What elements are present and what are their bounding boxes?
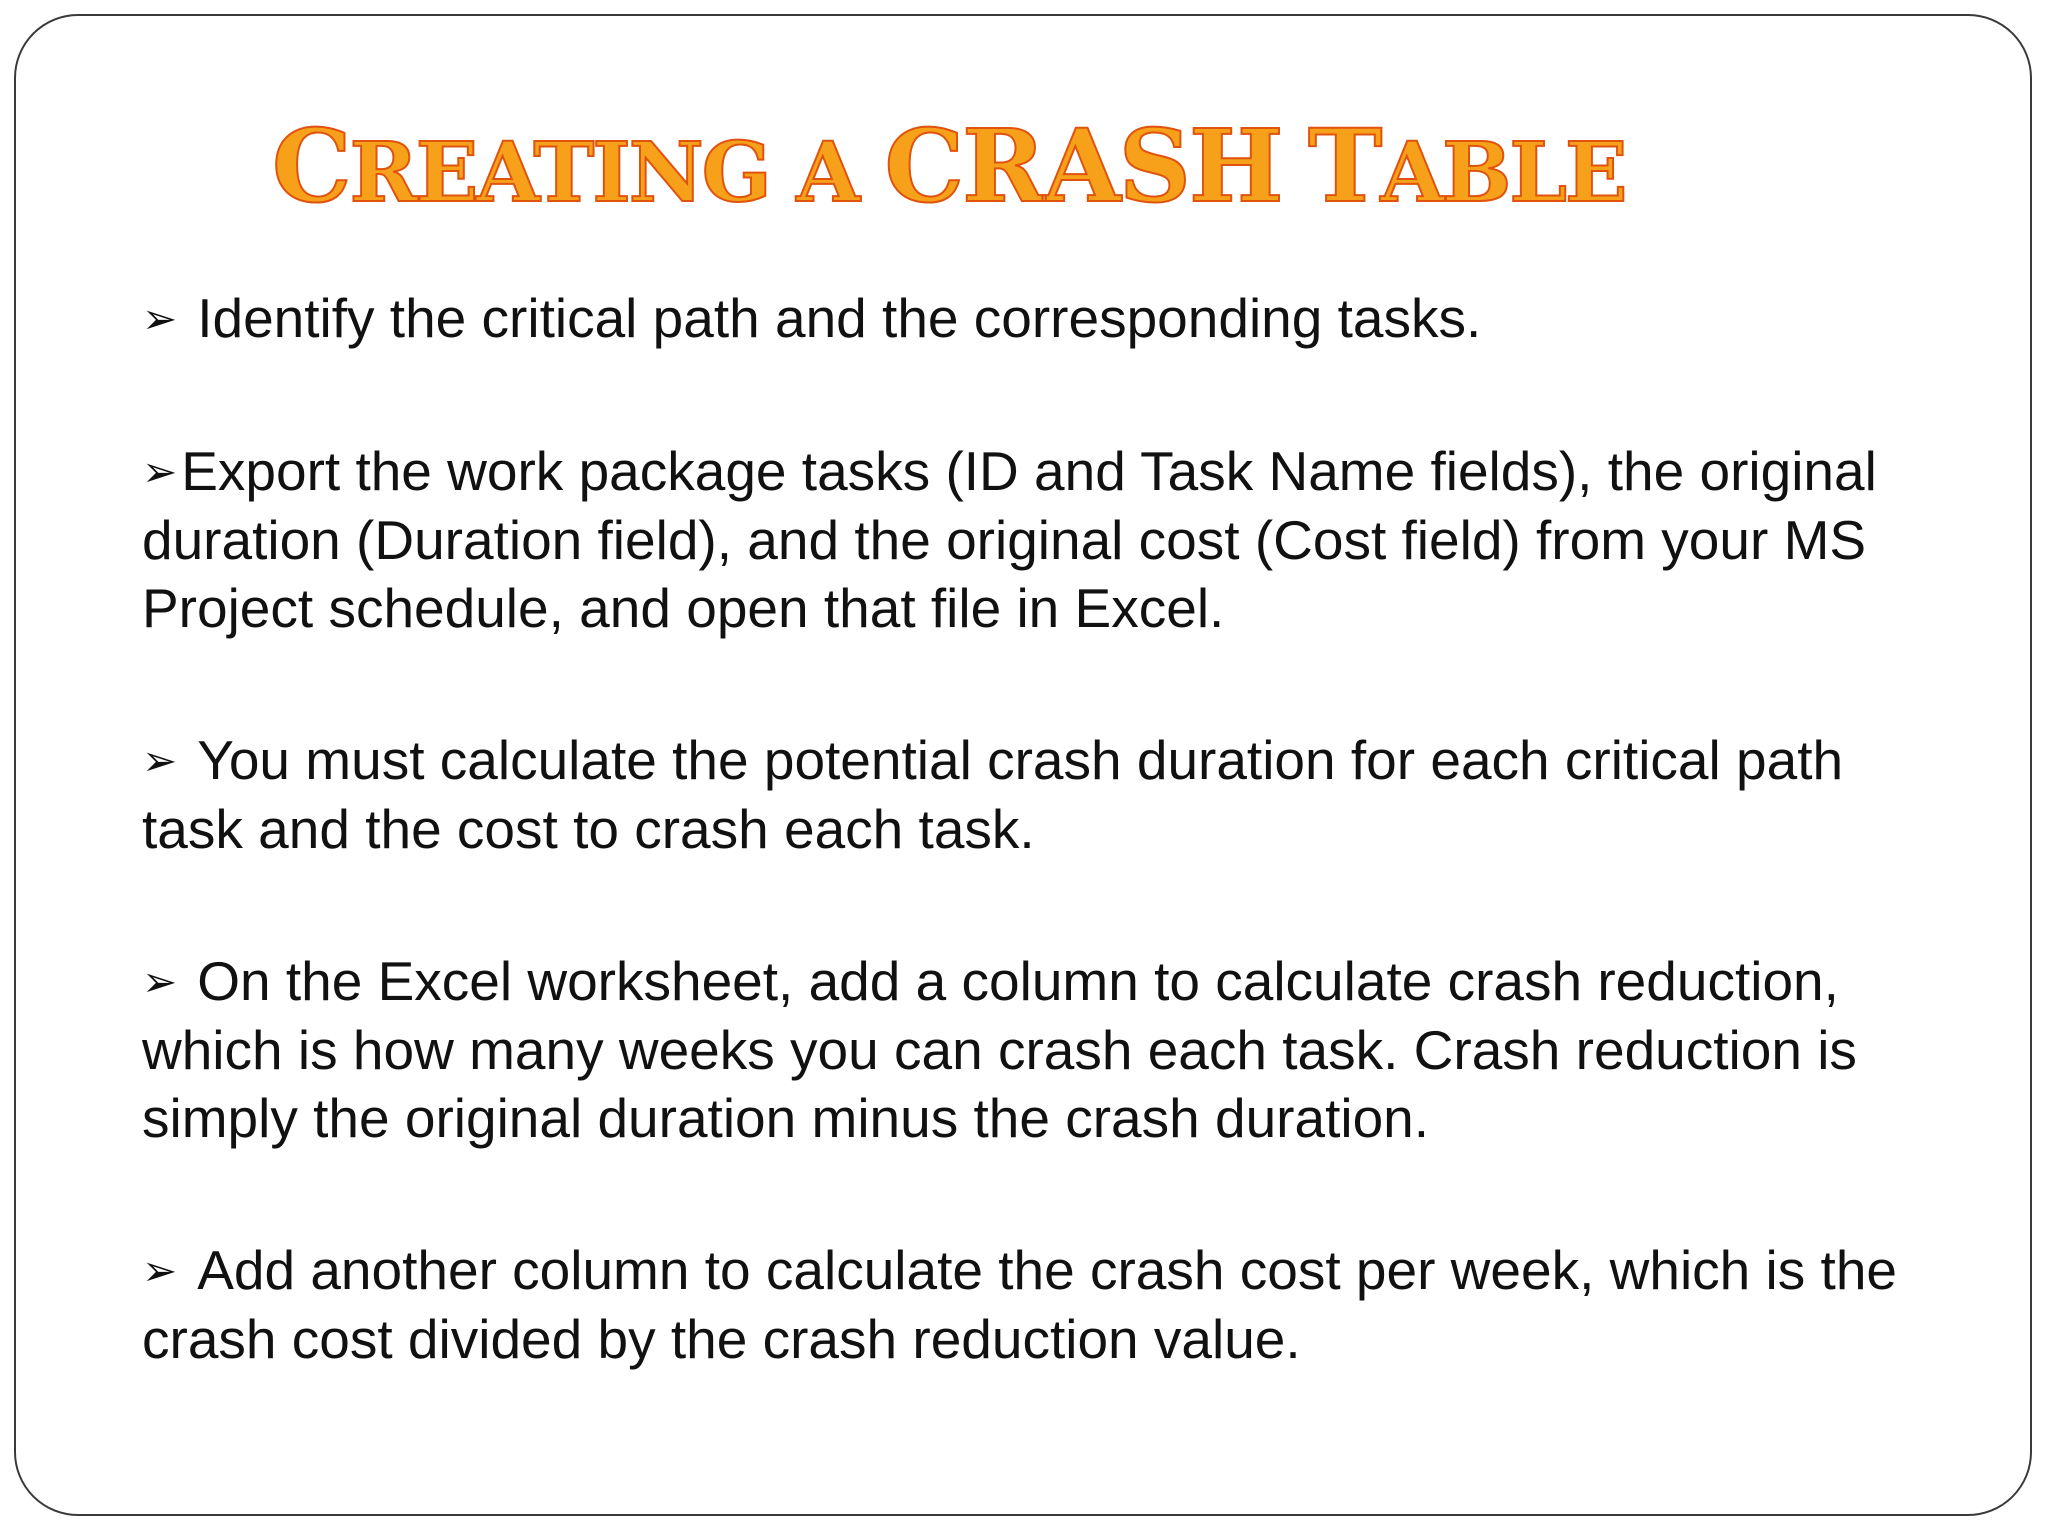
bullet-list — [142, 284, 1932, 1457]
bullet-text: Identify the critical path and the corresponding tasks. — [197, 287, 1482, 349]
bullet-text: On the Excel worksheet, add a column to calculate crash reduction, which is how many weeks you can crash each task. Crash reduction is simply the original duration minus the crash duration. — [142, 950, 1857, 1149]
slide-title: CREATING A CRASH TABLE — [272, 107, 1626, 225]
arrow-bullet-icon: ➢ — [142, 447, 178, 496]
bullet-item — [142, 1236, 1932, 1373]
bullet-item — [142, 726, 1932, 863]
bullet-item — [142, 947, 1932, 1152]
bullet-item — [142, 437, 1932, 642]
bullet-text: Add another column to calculate the crash cost per week, which is the crash cost divided by the crash reduction value. — [142, 1239, 1897, 1370]
bullet-text: Export the work package tasks (ID and Task Name fields), the original duration (Duration field), and the original cost (Cost field) from your MS Project schedule, and open that file in Excel. — [142, 440, 1877, 639]
bullet-item — [142, 284, 1932, 353]
arrow-bullet-icon: ➢ — [142, 736, 178, 785]
bullet-text: You must calculate the potential crash duration for each critical path task and the cost to crash each task. — [142, 729, 1844, 860]
arrow-bullet-icon: ➢ — [142, 957, 178, 1006]
slide-frame — [14, 14, 2032, 1516]
arrow-bullet-icon: ➢ — [142, 1246, 178, 1295]
arrow-bullet-icon: ➢ — [142, 294, 178, 343]
